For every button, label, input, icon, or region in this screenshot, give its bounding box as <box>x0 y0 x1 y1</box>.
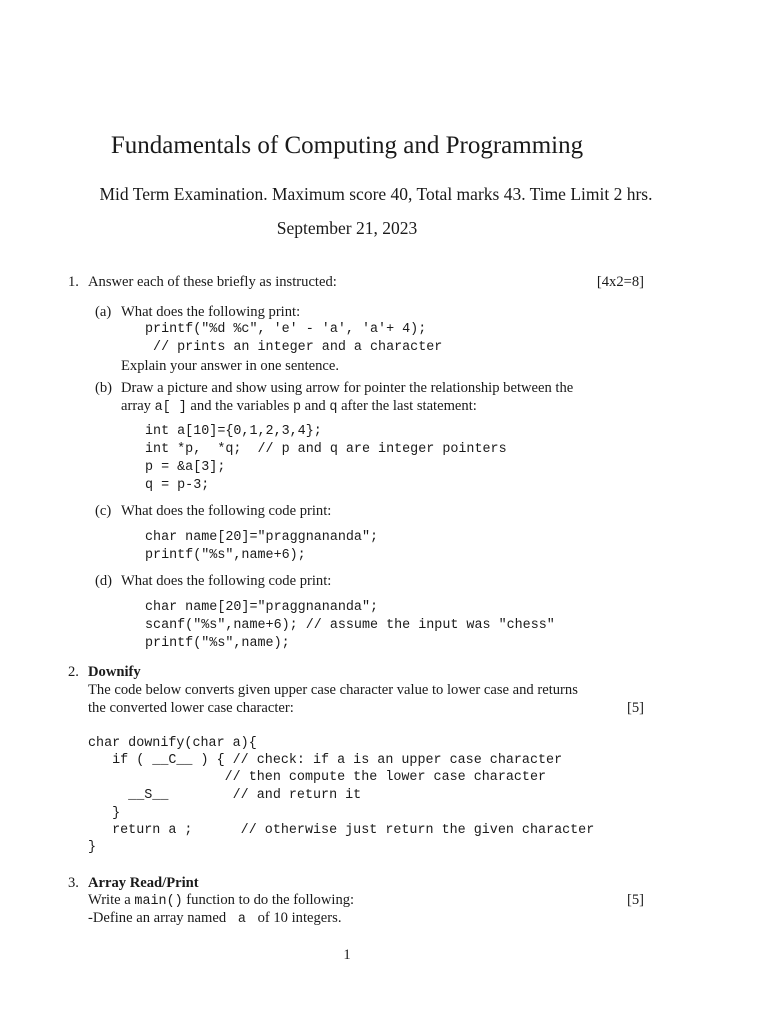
exam-info: Mid Term Examination. Maximum score 40, Total marks 43. Time Limit 2 hrs. <box>99 184 653 204</box>
q3-line1-pre: Write a <box>88 892 135 908</box>
q1b-line2-pre: array <box>121 398 155 414</box>
q3-line2 <box>88 909 341 929</box>
q1c-code-line: printf("%s",name+6); <box>145 548 306 563</box>
q3-code-main: main() <box>134 894 183 909</box>
q1b-code-array: a[ ] <box>154 400 187 415</box>
q1d-code-line: printf("%s",name); <box>145 636 290 651</box>
q1c-code-line: char name[20]="praggnananda"; <box>145 530 379 545</box>
q1b-code-line: int *p, *q; // p and q are integer pointers <box>145 442 507 457</box>
q1-text: Answer each of these briefly as instructed: <box>88 274 337 290</box>
q1c-text: What does the following code print: <box>121 503 332 519</box>
q1d-code-line: char name[20]="praggnananda"; <box>145 600 379 615</box>
q1b-code-line: int a[10]={0,1,2,3,4}; <box>145 424 322 439</box>
exam-date: September 21, 2023 <box>276 218 418 238</box>
q3-line1 <box>88 891 354 911</box>
q1b-code-line: q = p-3; <box>145 478 210 493</box>
q3-number: 3. <box>68 875 79 891</box>
q2-code-line: return a ; // otherwise just return the given character <box>88 823 595 838</box>
q1a-text: What does the following print: <box>121 304 301 320</box>
q1d-text: What does the following code print: <box>121 573 332 589</box>
q1b-code-line: p = &a[3]; <box>145 460 226 475</box>
q1-marks: [4x2=8] <box>596 274 644 290</box>
q3-marks: [5] <box>626 892 644 908</box>
q1b-line2-post: after the last statement: <box>337 398 477 414</box>
q1b-line1: Draw a picture and show using arrow for pointer the relationship between the <box>121 380 574 396</box>
q1b-line2-mid: and the variables <box>186 398 293 414</box>
q1a-code-line: printf("%d %c", 'e' - 'a', 'a'+ 4); <box>145 322 427 337</box>
q1d-code-line: scanf("%s",name+6); // assume the input was "chess" <box>145 618 555 633</box>
q3-line1-post: function to do the following: <box>182 892 355 908</box>
q2-code-line: char downify(char a){ <box>88 736 257 751</box>
q2-code-line: // then compute the lower case character <box>88 770 547 785</box>
q3-title: Array Read/Print <box>88 875 199 891</box>
page-number: 1 <box>343 947 351 963</box>
q1b-line2-and: and <box>301 398 330 414</box>
q1d-label: (d) <box>95 573 113 589</box>
q1b-line2 <box>121 397 477 417</box>
q2-marks: [5] <box>626 700 644 716</box>
q2-code-line: } <box>88 806 121 821</box>
q3-code-a: a <box>229 912 254 927</box>
q2-line2: the converted lower case character: <box>88 700 294 716</box>
q1a-label: (a) <box>95 304 112 320</box>
q1b-label: (b) <box>95 380 113 396</box>
q2-code-line: if ( __C__ ) { // check: if a is an upper case character <box>88 753 563 768</box>
q2-line1: The code below converts given upper case character value to lower case and returns <box>88 682 578 698</box>
q1b-code-q: q <box>329 400 338 415</box>
q2-number: 2. <box>68 664 79 680</box>
q3-line2-pre: -Define an array named <box>88 910 230 926</box>
q3-line2-post: of 10 integers. <box>253 910 342 926</box>
q2-code-line: __S__ // and return it <box>88 788 362 803</box>
q1b-code-p: p <box>292 400 301 415</box>
q2-title: Downify <box>88 664 141 680</box>
q1c-label: (c) <box>95 503 112 519</box>
q1a-code-comment: // prints an integer and a character <box>145 340 443 355</box>
q1a-explain: Explain your answer in one sentence. <box>121 358 340 374</box>
q1-number: 1. <box>68 274 79 290</box>
q2-code-line: } <box>88 840 97 855</box>
page-title: Fundamentals of Computing and Programming <box>110 132 584 159</box>
